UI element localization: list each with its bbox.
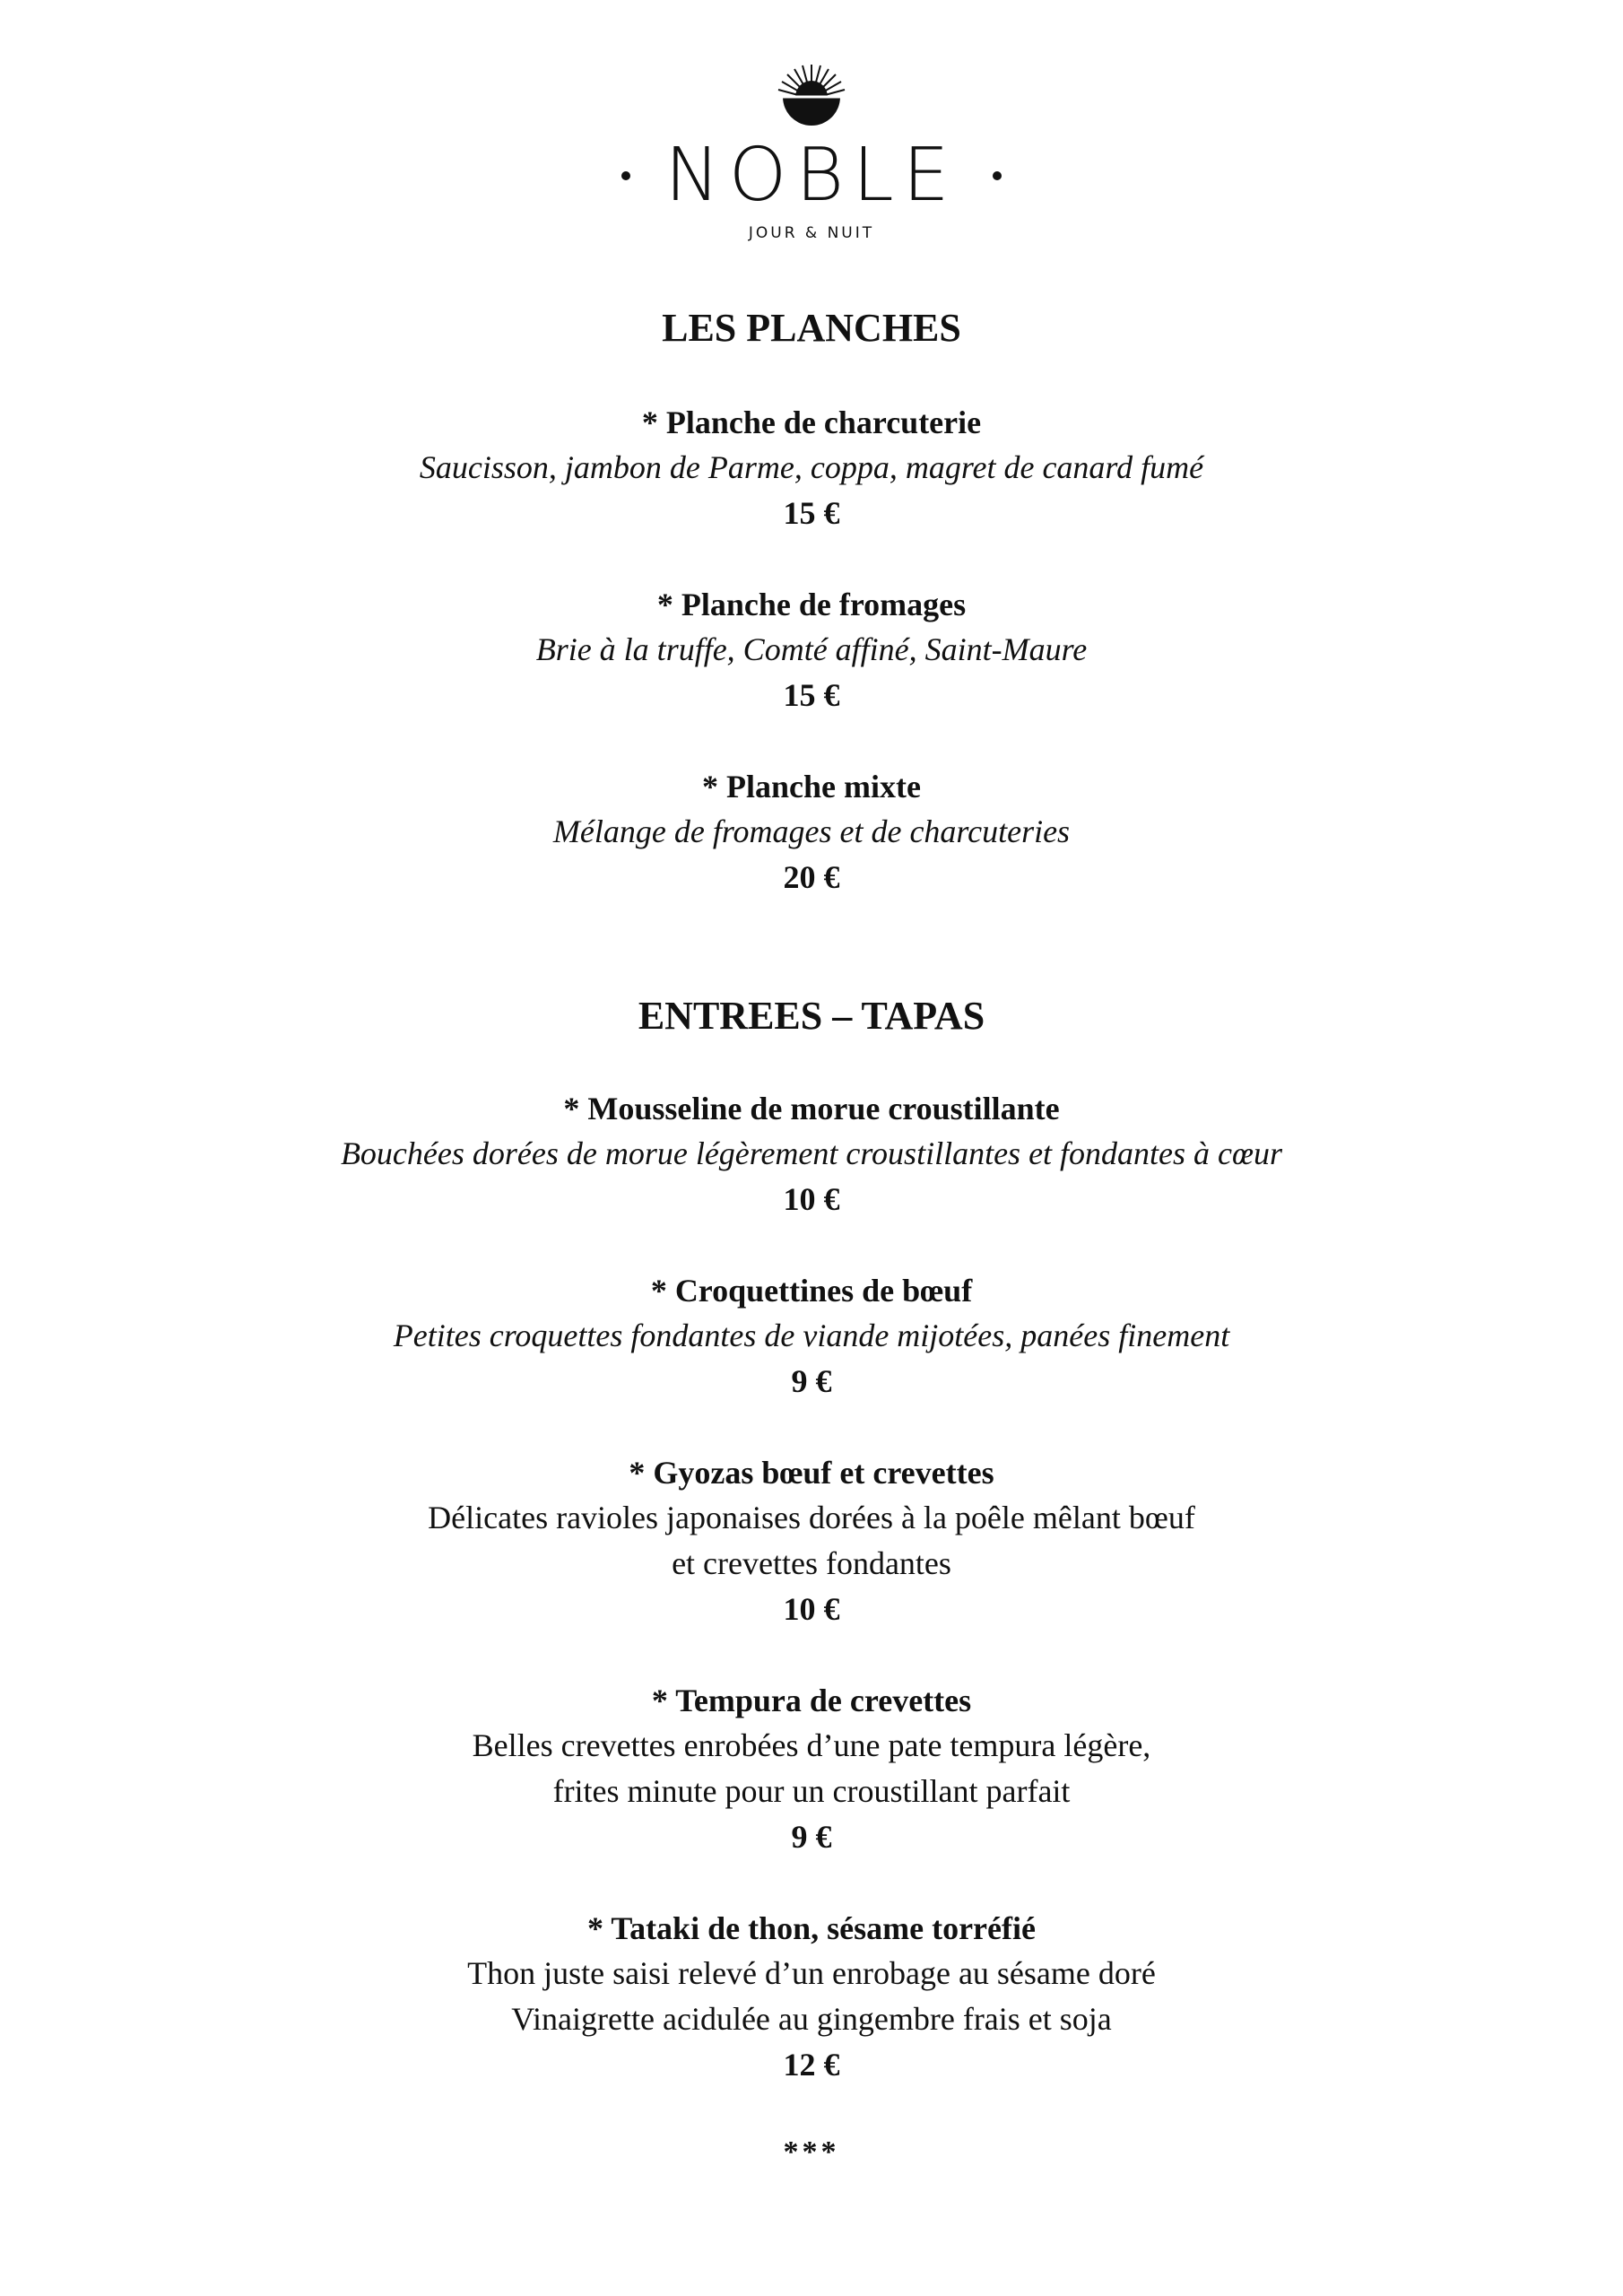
logo [0, 61, 1623, 242]
brand-row [0, 133, 1623, 218]
item-name: * Tataki de thon, sésame torréfié [587, 1910, 1036, 1946]
item-desc: Mélange de fromages et de charcuteries [552, 813, 1071, 849]
item-price: 15 € [783, 677, 840, 713]
menu-content [0, 305, 1623, 2170]
menu-item [0, 1678, 1623, 1859]
item-name: * Planche mixte [702, 769, 921, 804]
item-desc: Saucisson, jambon de Parme, coppa, magret de canard fumé [419, 449, 1204, 485]
item-desc: Vinaigrette acidulée au gingembre frais et soja [511, 2001, 1112, 2037]
item-desc: et crevettes fondantes [672, 1545, 951, 1581]
item-price: 9 € [791, 1819, 832, 1855]
section-title-planches: LES PLANCHES [662, 306, 961, 350]
item-name: * Planche de charcuterie [641, 404, 982, 440]
brand-dot-left [621, 171, 630, 180]
item-price: 10 € [783, 1591, 840, 1627]
item-desc: Thon juste saisi relevé d’un enrobage au sésame doré [467, 1955, 1156, 1991]
menu-item [0, 1906, 1623, 2087]
item-desc: Délicates ravioles japonaises dorées à la poêle mêlant bœuf [428, 1500, 1195, 1535]
item-price: 12 € [783, 2047, 840, 2083]
brand-dot-right [993, 171, 1002, 180]
menu-item [0, 1268, 1623, 1404]
item-price: 20 € [783, 859, 840, 895]
item-desc: Petites croquettes fondantes de viande mijotées, panées finement [393, 1318, 1230, 1353]
menu-item [0, 764, 1623, 900]
sun-icon [776, 61, 847, 133]
item-price: 15 € [783, 495, 840, 531]
brand-tagline: JOUR & NUIT [748, 224, 875, 242]
item-desc: frites minute pour un croustillant parfait [552, 1773, 1071, 1809]
item-name: * Tempura de crevettes [651, 1683, 972, 1718]
menu-item [0, 582, 1623, 718]
item-price: 9 € [791, 1363, 832, 1399]
item-desc: Brie à la truffe, Comté affiné, Saint-Maure [535, 631, 1088, 667]
item-desc: Bouchées dorées de morue légèrement croustillantes et fondantes à cœur [340, 1135, 1283, 1171]
item-desc: Belles crevettes enrobées d’une pate tempura légère, [472, 1727, 1151, 1763]
item-name: * Gyozas bœuf et crevettes [629, 1455, 994, 1491]
item-name: * Croquettines de bœuf [650, 1273, 973, 1309]
item-price: 10 € [783, 1181, 840, 1217]
divider-stars: *** [783, 2135, 840, 2169]
item-name: * Mousseline de morue croustillante [563, 1091, 1060, 1126]
menu-item [0, 1450, 1623, 1631]
menu-item [0, 1086, 1623, 1222]
menu-item [0, 400, 1623, 535]
item-name: * Planche de fromages [656, 587, 967, 622]
brand-name: NOBLE [664, 133, 959, 218]
section-title-entrees: ENTREES – TAPAS [638, 994, 985, 1038]
